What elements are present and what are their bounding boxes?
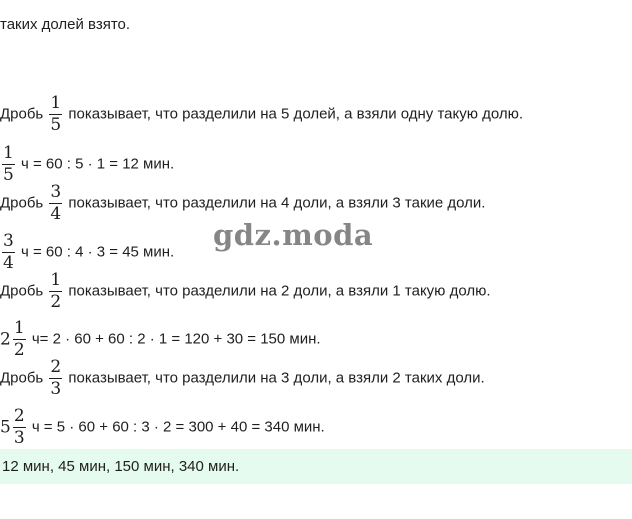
fraction (49, 272, 62, 311)
desc-prefix: Дробь (0, 105, 44, 123)
answer-box (0, 449, 632, 484)
calc-text: ч = 5 · 60 + 60 : 3 · 2 = 300 + 40 = 340 мин. (31, 418, 325, 436)
mixed-whole-part: 5 (0, 417, 11, 438)
denominator: 3 (13, 428, 25, 448)
numerator: 3 (3, 231, 14, 251)
fraction-description-4 (0, 359, 485, 398)
calculation-2 (0, 233, 174, 272)
numerator: 2 (13, 406, 25, 426)
fraction (13, 320, 26, 359)
numerator: 1 (3, 143, 14, 163)
numerator: 1 (13, 318, 25, 338)
answer-text: 12 мин, 45 мин, 150 мин, 340 мин. (2, 458, 240, 475)
watermark-logo: gdz.moda (213, 218, 374, 252)
desc-suffix: показывает, что разделили на 4 доли, а взяли 3 такие доли. (68, 194, 486, 212)
desc-prefix: Дробь (0, 194, 44, 212)
fraction (2, 145, 15, 184)
calc-text: ч = 60 : 5 · 1 = 12 мин. (21, 155, 175, 173)
numerator: 3 (50, 182, 62, 202)
fraction (2, 233, 15, 272)
calculation-3 (0, 320, 321, 359)
numerator: 2 (50, 357, 62, 377)
fraction-description-1 (0, 95, 523, 134)
fraction (49, 95, 62, 134)
fraction-description-3 (0, 272, 491, 311)
calculation-1 (0, 145, 174, 184)
desc-prefix: Дробь (0, 282, 44, 300)
fraction (49, 184, 62, 223)
denominator: 2 (13, 340, 25, 360)
intro-text: таких долей взято. (0, 16, 131, 33)
denominator: 2 (50, 292, 62, 312)
fraction (13, 408, 26, 447)
numerator: 1 (50, 93, 62, 113)
denominator: 4 (50, 204, 62, 224)
calculation-4 (0, 408, 325, 447)
denominator: 5 (50, 115, 62, 135)
calc-text: ч= 2 · 60 + 60 : 2 · 1 = 120 + 30 = 150 мин. (31, 330, 321, 348)
desc-prefix: Дробь (0, 369, 44, 387)
desc-suffix: показывает, что разделили на 5 долей, а взяли одну такую долю. (68, 105, 524, 123)
denominator: 3 (50, 379, 62, 399)
mixed-whole-part: 2 (0, 329, 11, 350)
denominator: 5 (3, 165, 14, 185)
fraction (49, 359, 62, 398)
calc-text: ч = 60 : 4 · 3 = 45 мин. (21, 243, 175, 261)
denominator: 4 (3, 253, 14, 273)
desc-suffix: показывает, что разделили на 3 доли, а взяли 2 таких доли. (68, 369, 485, 387)
desc-suffix: показывает, что разделили на 2 доли, а взяли 1 такую долю. (68, 282, 491, 300)
numerator: 1 (50, 270, 62, 290)
